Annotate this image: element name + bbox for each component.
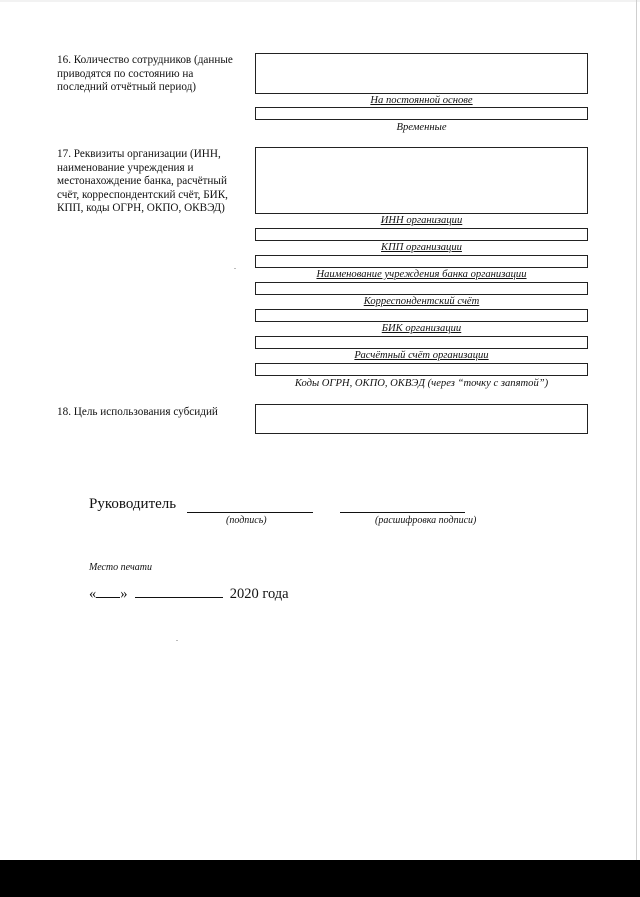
item-17-kpp-caption: КПП организации [381,242,462,253]
item-17-account-caption: Расчётный счёт организации [354,350,489,361]
head-label: Руководитель [89,496,177,512]
item-16-label: 16. Количество сотрудников (данные приводятся по состоянию на последний отчётный период) [57,54,233,93]
item-17-corr-account-field[interactable] [255,282,588,295]
item-17-codes-field[interactable] [255,363,588,376]
date-row [89,586,289,603]
item-17-bik-field[interactable] [255,309,588,322]
item-16-permanent-caption: На постоянной основе [370,95,473,106]
scan-edge-top [0,0,640,2]
item-18-purpose-field[interactable] [255,404,588,434]
item-17-account-field[interactable] [255,336,588,349]
item-17-bik-caption: БИК организации [381,323,462,334]
item-17-bank-caption: Наименование учреждения банка организации [316,269,527,280]
date-year-text: 2020 года [229,586,289,602]
item-17-inn-field[interactable] [255,147,588,214]
date-month-blank[interactable] [135,596,223,598]
date-close-quote: » [120,586,128,602]
scan-speck [234,268,236,269]
date-day-blank[interactable] [96,596,120,598]
scan-speck [176,640,178,641]
signature-decode-caption: (расшифровка подписи) [375,515,477,526]
scan-edge-right [636,0,637,860]
scan-footer-band [0,860,640,897]
item-17-label: 17. Реквизиты организации (ИНН, наименование учреждения и местонахождение банка, расчётный счёт, корреспондентский счёт, БИК, КПП, коды ОГРН, ОКПО, ОКВЭД) [57,148,228,214]
item-17-inn-caption: ИНН организации [380,215,463,226]
signature-line[interactable] [187,512,313,513]
item-17-bank-field[interactable] [255,255,588,268]
date-open-quote: « [89,586,97,602]
item-16-temporary-caption: Временные [396,122,447,133]
item-17-kpp-field[interactable] [255,228,588,241]
item-17-codes-caption: Коды ОГРН, ОКПО, ОКВЭД (через “точку с запятой”) [294,378,549,389]
signature-caption: (подпись) [226,515,267,526]
item-16-permanent-field[interactable] [255,53,588,94]
item-17-corr-account-caption: Корреспондентский счёт [363,296,480,307]
stamp-place-label: Место печати [89,562,152,573]
item-16-temporary-field[interactable] [255,107,588,120]
signature-decode-line[interactable] [340,512,465,513]
item-18-label: 18. Цель использования субсидий [57,406,218,418]
